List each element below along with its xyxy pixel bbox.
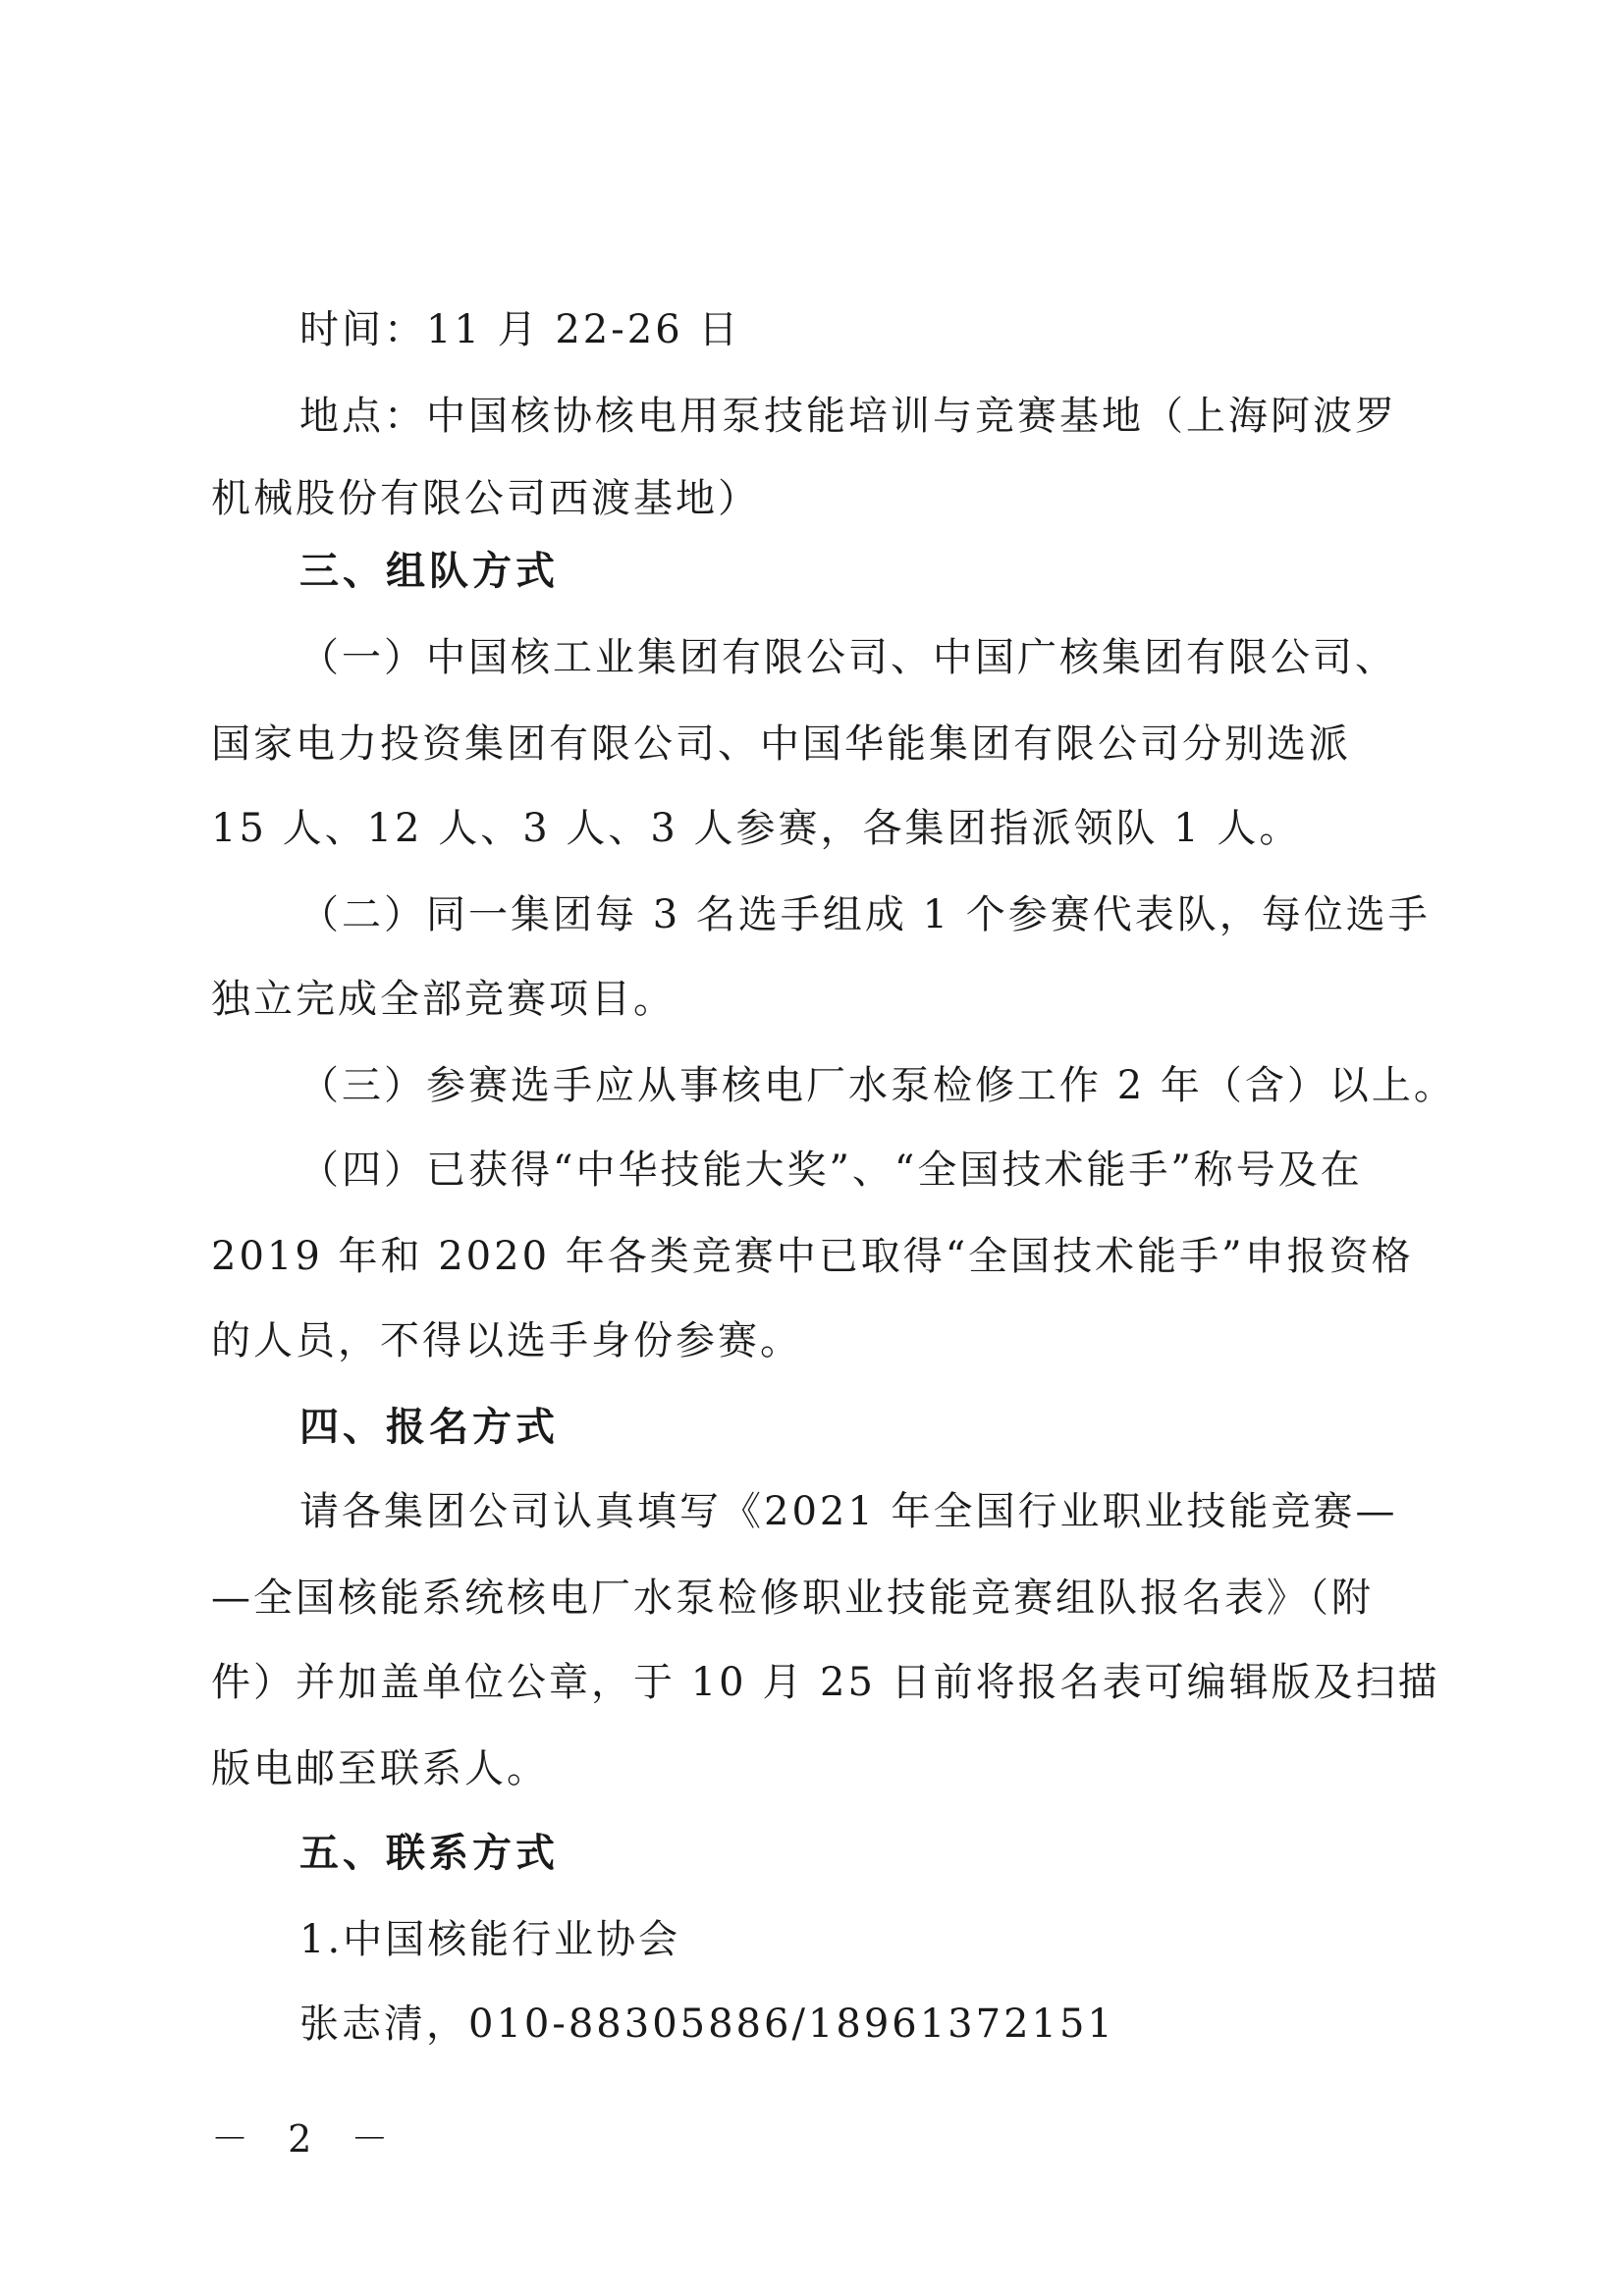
section-4-line-2: —全国核能系统核电厂水泵检修职业技能竞赛组队报名表》（附 [211,1575,1374,1621]
section-3-item-4-line-2: 2019 年和 2020 年各类竞赛中已取得“全国技术能手”申报资格 [211,1234,1414,1279]
section-3-item-4-line-1: （四）已获得“中华技能大奖”、“全国技术能手”称号及在 [299,1148,1363,1193]
contact-organization: 1.中国核能行业协会 [299,1917,681,1962]
section-4-heading: 四、报名方式 [299,1405,559,1450]
section-5-heading: 五、联系方式 [299,1831,559,1876]
location-line-1: 地点：中国核协核电用泵技能培训与竞赛基地（上海阿波罗 [299,394,1397,439]
section-4-line-1: 请各集团公司认真填写《2021 年全国行业职业技能竞赛— [299,1489,1398,1534]
section-3-item-2-line-1: （二）同一集团每 3 名选手组成 1 个参赛代表队，每位选手 [299,892,1431,937]
section-3-item-4-line-3: 的人员，不得以选手身份参赛。 [211,1318,802,1363]
location-line-2: 机械股份有限公司西渡基地） [211,476,760,521]
page-number: － 2 － [211,2117,403,2161]
section-3-item-1-line-1: （一）中国核工业集团有限公司、中国广核集团有限公司、 [299,635,1397,680]
contact-person-line: 张志清，010-88305886/18961372151 [299,2002,1115,2047]
section-3-item-1-line-3: 15 人、12 人、3 人、3 人参赛，各集团指派领队 1 人。 [211,806,1302,851]
section-4-line-3: 件）并加盖单位公章，于 10 月 25 日前将报名表可编辑版及扫描 [211,1660,1440,1705]
section-3-item-1-line-2: 国家电力投资集团有限公司、中国华能集团有限公司分别选派 [211,721,1351,767]
section-3-item-2-line-2: 独立完成全部竞赛项目。 [211,977,676,1022]
section-3-item-3-line-1: （三）参赛选手应从事核电厂水泵检修工作 2 年（含）以上。 [299,1063,1456,1108]
section-4-line-4: 版电邮至联系人。 [211,1746,549,1791]
time-line: 时间：11 月 22-26 日 [299,307,741,352]
section-3-heading: 三、组队方式 [299,549,559,594]
